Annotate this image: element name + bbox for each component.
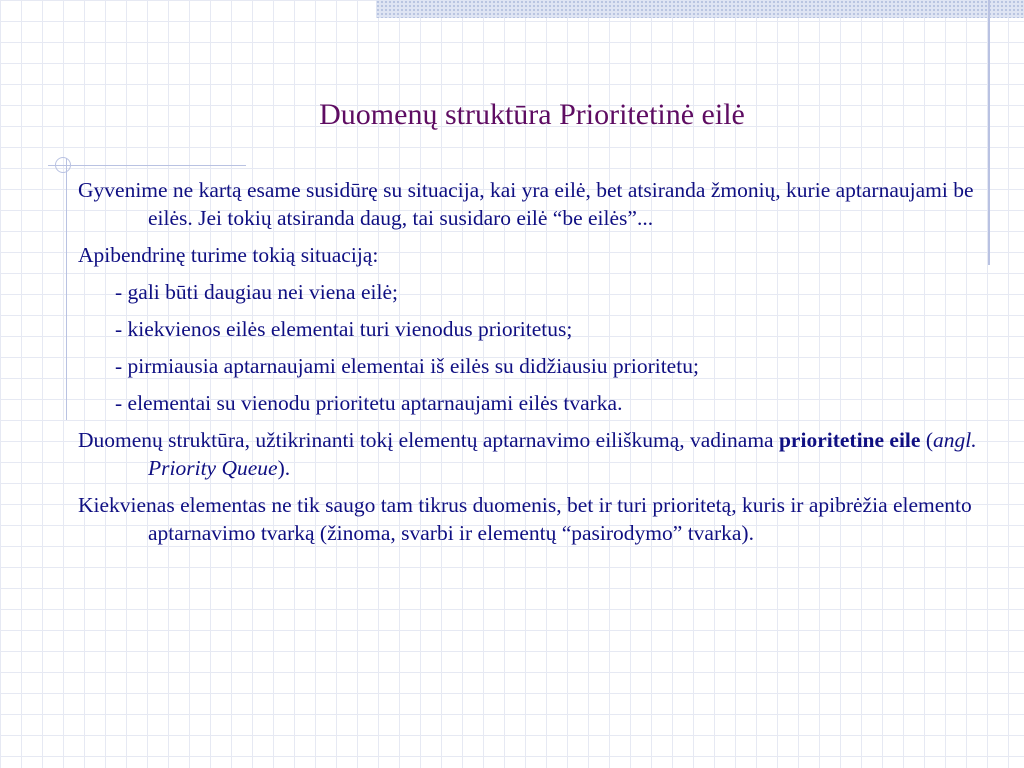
definition-text: Duomenų struktūra, užtikrinanti tokį elementų aptarnavimo eiliškumą, vadinama	[78, 428, 779, 452]
list-item: - elementai su vienodu prioritetu aptarnaujami eilės tvarka.	[115, 391, 623, 415]
definition-italic-term: angl. Priority Queue	[148, 428, 977, 480]
right-decorative-line	[988, 0, 990, 265]
paragraph-summary: Apibendrinę turime tokią situaciją:	[78, 243, 379, 267]
title-underline-decoration	[48, 165, 246, 166]
definition-paren-close: ).	[277, 456, 291, 480]
definition-paren-open: (	[920, 428, 933, 452]
list-item: - pirmiausia aptarnaujami elementai iš eilės su didžiausiu prioritetu;	[115, 354, 699, 378]
list-item: - kiekvienos eilės elementai turi vienodus prioritetus;	[115, 317, 573, 341]
paragraph-intro: Gyvenime ne kartą esame susidūrę su situacija, kai yra eilė, bet atsiranda žmonių, kurie aptarnaujami be eilės. Jei tokių atsiranda daug, tai susidaro eilė “be eilės”...	[78, 178, 974, 230]
left-decorative-line	[66, 158, 67, 420]
slide-body	[78, 176, 978, 556]
decorative-circle-icon	[55, 157, 71, 173]
paragraph-priority: Kiekvienas elementas ne tik saugo tam tikrus duomenis, bet ir turi prioritetą, kuris ir apibrėžia elemento aptarnavimo tvarką (žinoma, svarbi ir elementų “pasirodymo” tvarka).	[78, 493, 972, 545]
definition-bold-term: prioritetine eile	[778, 428, 921, 452]
paragraph-definition	[78, 426, 978, 482]
top-decorative-band	[376, 0, 1024, 18]
list-item: - gali būti daugiau nei viena eilė;	[115, 280, 398, 304]
slide-title: Duomenų struktūra Prioritetinė eilė	[319, 98, 745, 131]
